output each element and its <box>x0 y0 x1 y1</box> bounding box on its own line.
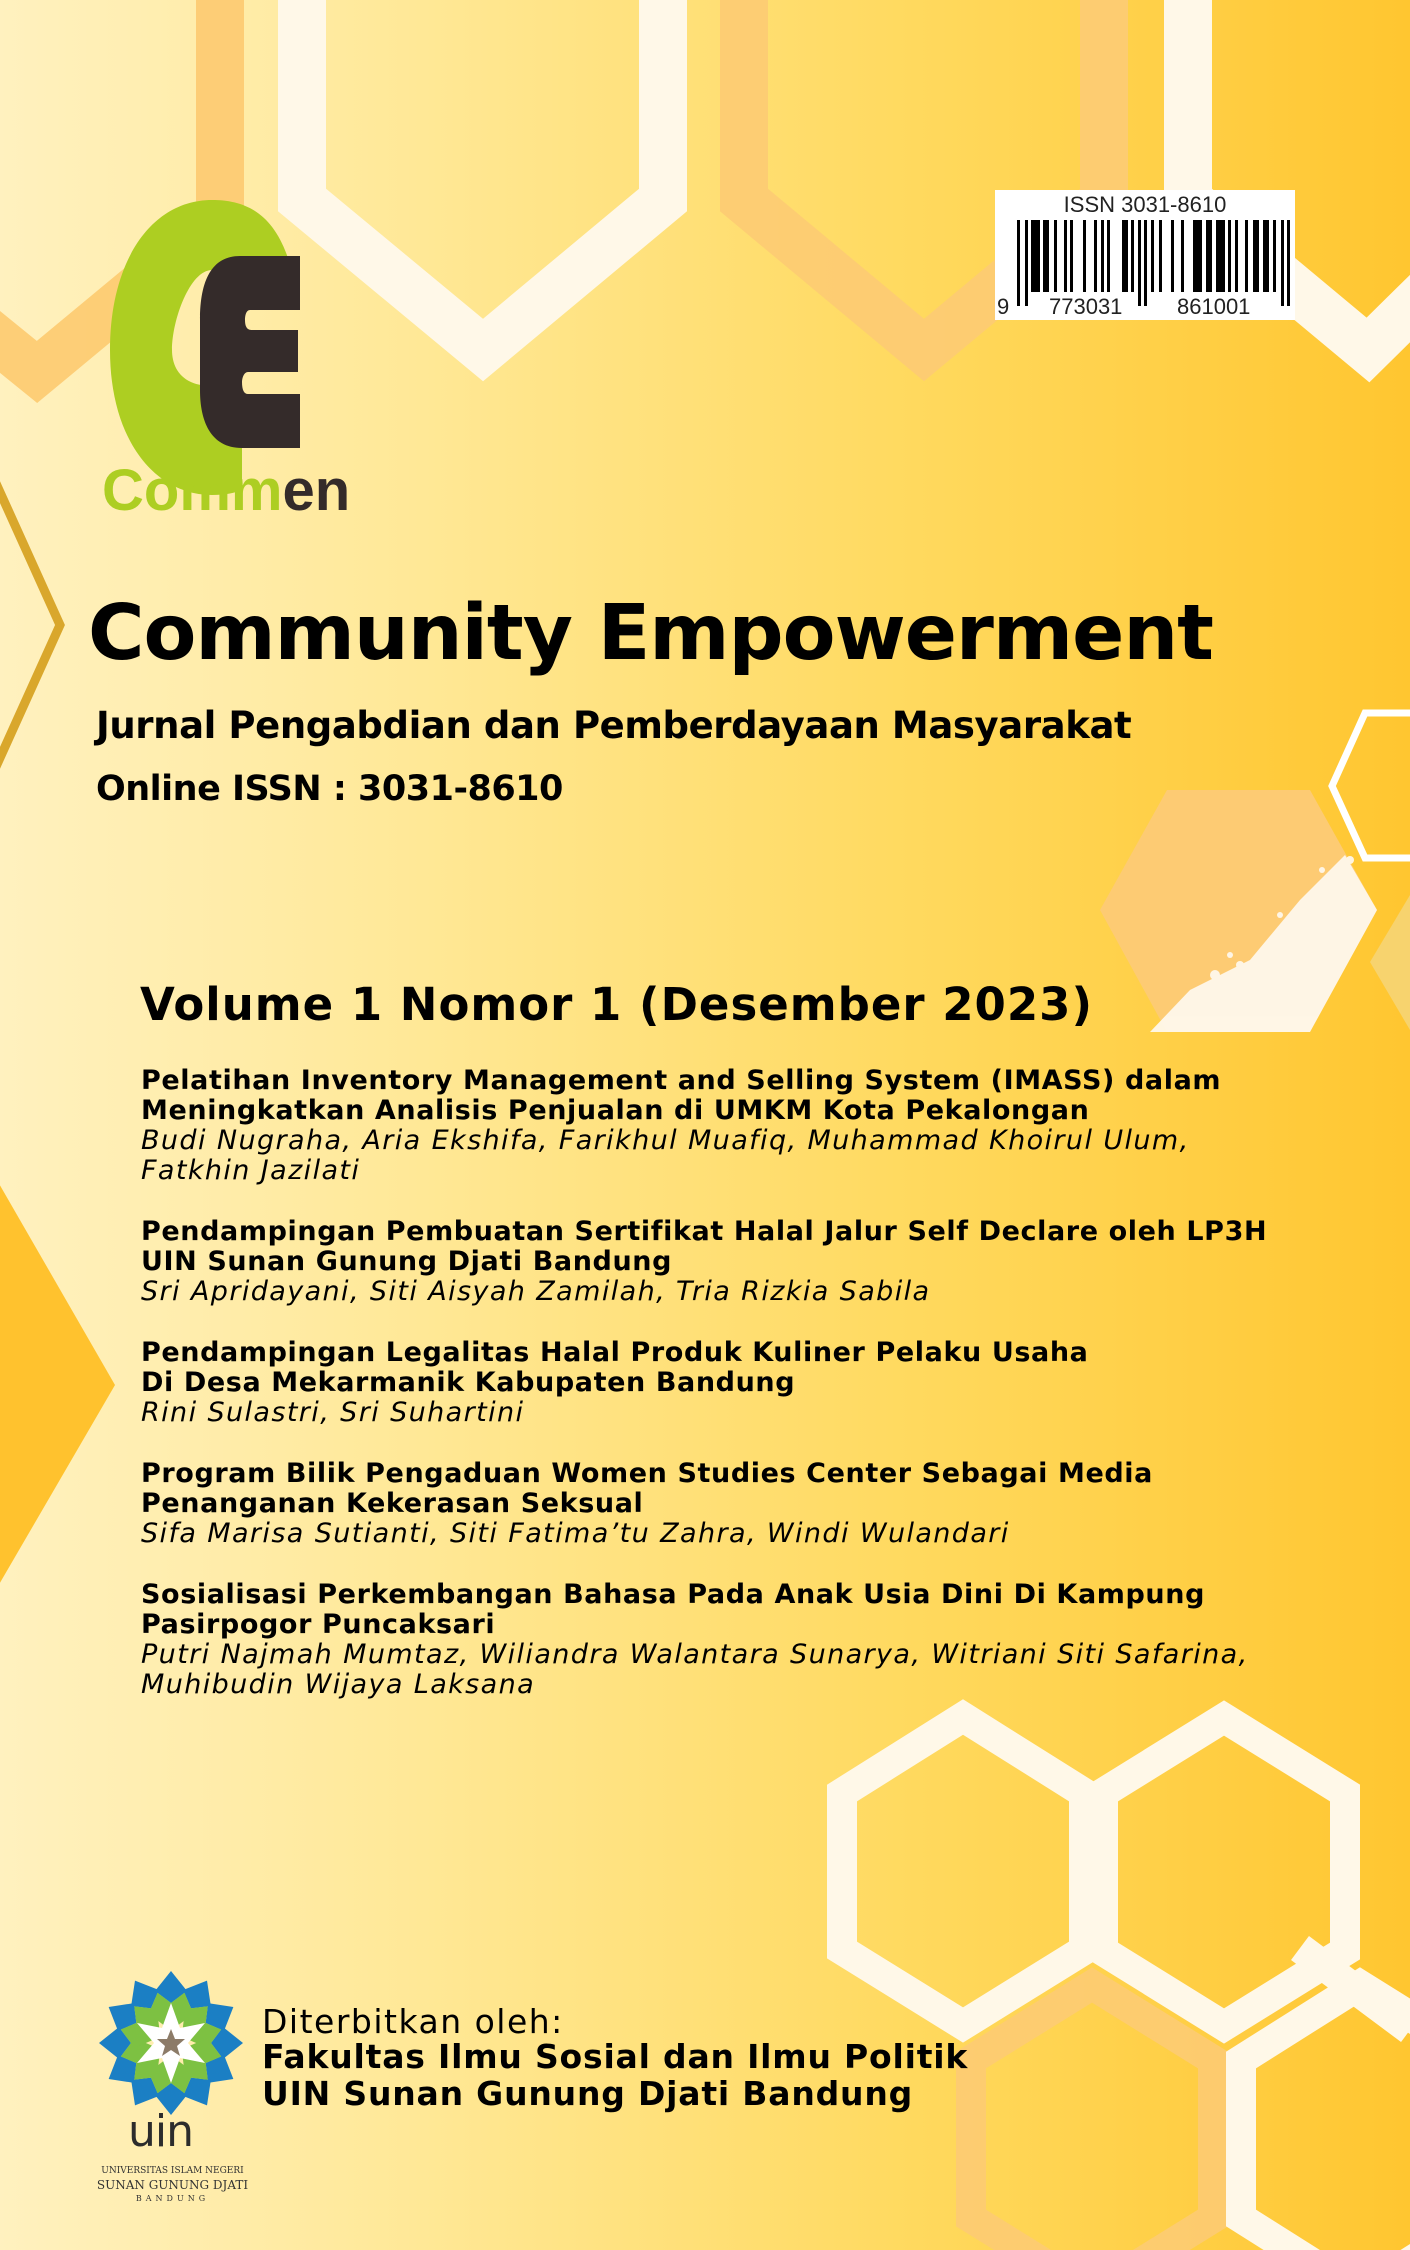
barcode-digit-lead: 9 <box>997 294 1010 319</box>
logo-wordmark-dark: en <box>282 458 351 523</box>
barcode-digits-left: 773031 <box>1049 294 1123 319</box>
journal-subtitle: Jurnal Pengabdian dan Pemberdayaan Masyarakat <box>96 704 1132 747</box>
article-title-line: Di Desa Mekarmanik Kabupaten Bandung <box>141 1367 796 1398</box>
article-item <box>141 1066 1371 1186</box>
article-authors-line: Putri Najmah Mumtaz, Wiliandra Walantara Sunarya, Witriani Siti Safarina, <box>141 1639 1249 1670</box>
publisher-faculty: Fakultas Ilmu Sosial dan Ilmu Politik <box>262 2037 969 2076</box>
uin-logo-text-line1: UNIVERSITAS ISLAM NEGERI <box>101 2166 244 2176</box>
article-title-line: Program Bilik Pengaduan Women Studies Center Sebagai Media <box>141 1458 1153 1489</box>
hexagon-outline-white <box>1332 713 1410 858</box>
barcode-issn-label: ISSN 3031-8610 <box>1063 192 1227 217</box>
issue-volume: Volume 1 Nomor 1 (Desember 2023) <box>140 978 1094 1031</box>
issn-barcode <box>995 190 1295 320</box>
barcode-digits-right: 861001 <box>1177 294 1251 319</box>
publisher-label: Diterbitkan oleh: <box>262 2002 564 2041</box>
article-title-line: Sosialisasi Perkembangan Bahasa Pada Anak Usia Dini Di Kampung <box>141 1579 1206 1610</box>
article-authors-line: Fatkhin Jazilati <box>141 1155 361 1186</box>
uin-logo-text-line2: SUNAN GUNUNG DJATI <box>96 2178 249 2192</box>
hexagon-outline-peach <box>971 1985 1213 2250</box>
article-title-line: UIN Sunan Gunung Djati Bandung <box>141 1246 673 1277</box>
uin-logo-wordmark: uin <box>128 2106 193 2157</box>
article-authors-line: Sifa Marisa Sutianti, Siti Fatima’tu Zahra, Windi Wulandari <box>141 1518 1010 1549</box>
hexagon-pale-partial <box>1370 895 1410 1030</box>
logo-wordmark-green: Comm <box>102 458 283 523</box>
article-title-line: Penanganan Kekerasan Seksual <box>141 1488 644 1519</box>
publisher-university: UIN Sunan Gunung Djati Bandung <box>262 2074 914 2113</box>
hexagon-outline-cream <box>1103 1718 1345 2026</box>
article-title-line: Pelatihan Inventory Management and Selling System (IMASS) dalam <box>141 1065 1222 1096</box>
article-title-line: Meningkatkan Analisis Penjualan di UMKM Kota Pekalongan <box>141 1095 1090 1126</box>
uin-logo-icon <box>98 1970 244 2116</box>
article-title-line: Pasirpogor Puncaksari <box>141 1609 496 1640</box>
orange-triangle <box>0 1168 115 1600</box>
article-item <box>141 1459 1371 1549</box>
hexagon-outline-cream <box>842 1717 1084 2025</box>
article-title-line: Pendampingan Legalitas Halal Produk Kuliner Pelaku Usaha <box>141 1337 1089 1368</box>
journal-title: Community Empowerment <box>88 589 1213 678</box>
article-list <box>141 1066 1371 1731</box>
article-item <box>141 1217 1371 1307</box>
online-issn: Online ISSN : 3031-8610 <box>96 769 563 809</box>
uin-logo-text-line3: BANDUNG <box>135 2194 210 2203</box>
article-authors-line: Rini Sulastri, Sri Suhartini <box>141 1397 525 1428</box>
article-authors-line: Muhibudin Wijaya Laksana <box>141 1669 536 1700</box>
article-item <box>141 1338 1371 1428</box>
logo-wordmark <box>102 458 351 523</box>
article-authors-line: Budi Nugraha, Aria Ekshifa, Farikhul Muafiq, Muhammad Khoirul Ulum, <box>141 1125 1190 1156</box>
logo-letter-e <box>200 256 300 448</box>
article-authors-line: Sri Apridayani, Siti Aisyah Zamilah, Tria Rizkia Sabila <box>141 1276 931 1307</box>
gold-chevron-line <box>0 470 60 780</box>
article-title-line: Pendampingan Pembuatan Sertifikat Halal Jalur Self Declare oleh LP3H <box>141 1216 1268 1247</box>
article-item <box>141 1580 1371 1700</box>
